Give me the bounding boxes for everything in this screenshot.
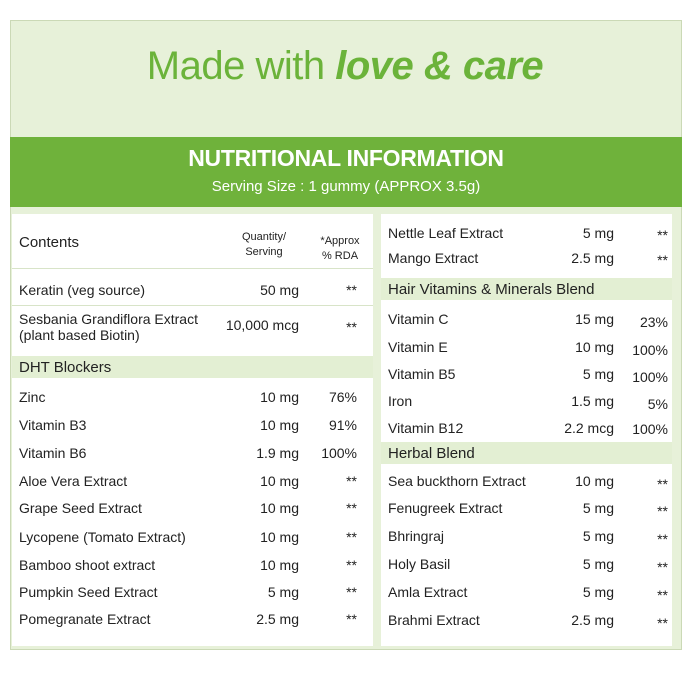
nutrient-quantity: 5 mg [582, 528, 614, 544]
nutrient-name: Pumpkin Seed Extract [19, 584, 158, 600]
nutrient-quantity: 10 mg [260, 529, 299, 545]
nutrient-quantity: 10 mg [260, 473, 299, 489]
nutrient-quantity: 10 mg [260, 557, 299, 573]
nutrient-name: Fenugreek Extract [388, 500, 503, 516]
nutrient-rda: 100% [632, 369, 668, 385]
section-header-dht [12, 356, 373, 378]
nutrient-name: Bhringraj [388, 528, 445, 544]
nutrient-name: Vitamin B6 [19, 445, 87, 461]
nutrient-quantity: 1.5 mg [571, 393, 614, 409]
contents-header: Contents [19, 234, 80, 251]
nutrient-rda: 91% [328, 417, 357, 433]
nutrient-name-line2: (plant based Biotin) [19, 327, 140, 343]
nutrient-quantity: 5 mg [582, 556, 614, 572]
nutrient-quantity: 10 mg [260, 500, 299, 516]
nutrient-name: Vitamin B12 [388, 420, 464, 436]
nutrient-quantity: 2.2 mcg [564, 420, 614, 436]
nutrient-name: Vitamin B3 [19, 417, 87, 433]
nutrient-name: Vitamin C [388, 311, 449, 327]
quantity-header [229, 230, 299, 260]
nutrient-rda: 23% [639, 314, 668, 330]
nutrient-rda: ** [657, 587, 668, 603]
section-title: DHT Blockers [19, 359, 112, 376]
nutrient-name: Zinc [19, 389, 46, 405]
quantity-header-line2: Serving [245, 246, 283, 258]
divider [12, 268, 373, 269]
nutrient-quantity: 5 mg [582, 584, 614, 600]
header-banner [10, 137, 682, 207]
section-header-hair [381, 278, 672, 300]
nutrient-rda: ** [346, 473, 357, 489]
quantity-header-line1: Quantity/ [241, 231, 287, 243]
nutrient-name: Sesbania Grandiflora Extract [19, 311, 198, 327]
nutrient-name: Sea buckthorn Extract [388, 473, 526, 489]
nutrient-rda: 100% [321, 445, 357, 461]
nutrient-rda: ** [346, 500, 357, 516]
nutrient-rda: 76% [328, 389, 357, 405]
nutrient-name: Brahmi Extract [388, 612, 480, 628]
nutrient-rda: ** [346, 282, 357, 298]
nutrient-rda: ** [657, 531, 668, 547]
nutrient-quantity: 2.5 mg [571, 612, 614, 628]
nutrient-name: Holy Basil [388, 556, 451, 572]
nutrient-name: Keratin (veg source) [19, 282, 146, 298]
nutrient-quantity: 5 mg [582, 366, 614, 382]
nutrient-name: Vitamin E [388, 339, 448, 355]
nutrient-name: Iron [388, 393, 413, 409]
nutrient-rda: ** [346, 319, 357, 335]
nutrient-rda: ** [657, 252, 668, 268]
nutrient-rda: 100% [632, 342, 668, 358]
nutrient-rda: ** [346, 529, 357, 545]
nutrient-rda: ** [346, 584, 357, 600]
nutrient-quantity: 5 mg [582, 225, 614, 241]
right-panel [381, 214, 672, 646]
nutrient-quantity: 10 mg [575, 339, 614, 355]
section-title: Hair Vitamins & Minerals Blend [388, 281, 595, 298]
nutrient-quantity: 15 mg [575, 311, 614, 327]
nutrient-quantity: 50 mg [260, 282, 299, 298]
tagline-prefix: Made with [146, 44, 336, 88]
rda-header [311, 234, 369, 264]
nutrient-quantity: 2.5 mg [571, 250, 614, 266]
nutrient-name: Lycopene (Tomato Extract) [19, 529, 186, 545]
nutrient-name: Vitamin B5 [388, 366, 456, 382]
page-title: NUTRITIONAL INFORMATION [188, 145, 504, 171]
nutrient-name: Amla Extract [388, 584, 468, 600]
tagline-emphasis: love & care [335, 44, 544, 88]
section-title: Herbal Blend [388, 445, 475, 462]
nutrient-quantity: 5 mg [582, 500, 614, 516]
section-header-herbal [381, 442, 672, 464]
rda-header-line1: *Approx [320, 235, 360, 247]
rda-header-line2: % RDA [321, 250, 359, 262]
divider [12, 305, 373, 306]
nutrient-name: Bamboo shoot extract [19, 557, 156, 573]
nutrient-quantity: 10 mg [575, 473, 614, 489]
nutrient-rda: 100% [632, 421, 668, 437]
left-panel [12, 214, 373, 646]
nutrient-quantity: 1.9 mg [256, 445, 299, 461]
nutrient-rda: 5% [647, 396, 668, 412]
serving-size: Serving Size : 1 gummy (APPROX 3.5g) [211, 178, 481, 195]
nutrient-rda: ** [657, 615, 668, 631]
nutrient-quantity: 2.5 mg [256, 611, 299, 627]
nutrient-rda: ** [657, 503, 668, 519]
nutrient-name: Pomegranate Extract [19, 611, 151, 627]
nutrient-name: Mango Extract [388, 250, 479, 266]
nutrient-name: Grape Seed Extract [19, 500, 142, 516]
nutrient-quantity: 10,000 mcg [225, 317, 299, 333]
nutrient-rda: ** [657, 476, 668, 492]
nutrient-rda: ** [346, 611, 357, 627]
nutrient-name: Aloe Vera Extract [19, 473, 128, 489]
nutrient-rda: ** [346, 557, 357, 573]
tagline [0, 44, 690, 89]
nutrient-rda: ** [657, 559, 668, 575]
nutrient-quantity: 5 mg [267, 584, 299, 600]
nutrient-quantity: 10 mg [260, 389, 299, 405]
nutrient-rda: ** [657, 227, 668, 243]
nutrient-quantity: 10 mg [260, 417, 299, 433]
nutrient-name: Nettle Leaf Extract [388, 225, 504, 241]
